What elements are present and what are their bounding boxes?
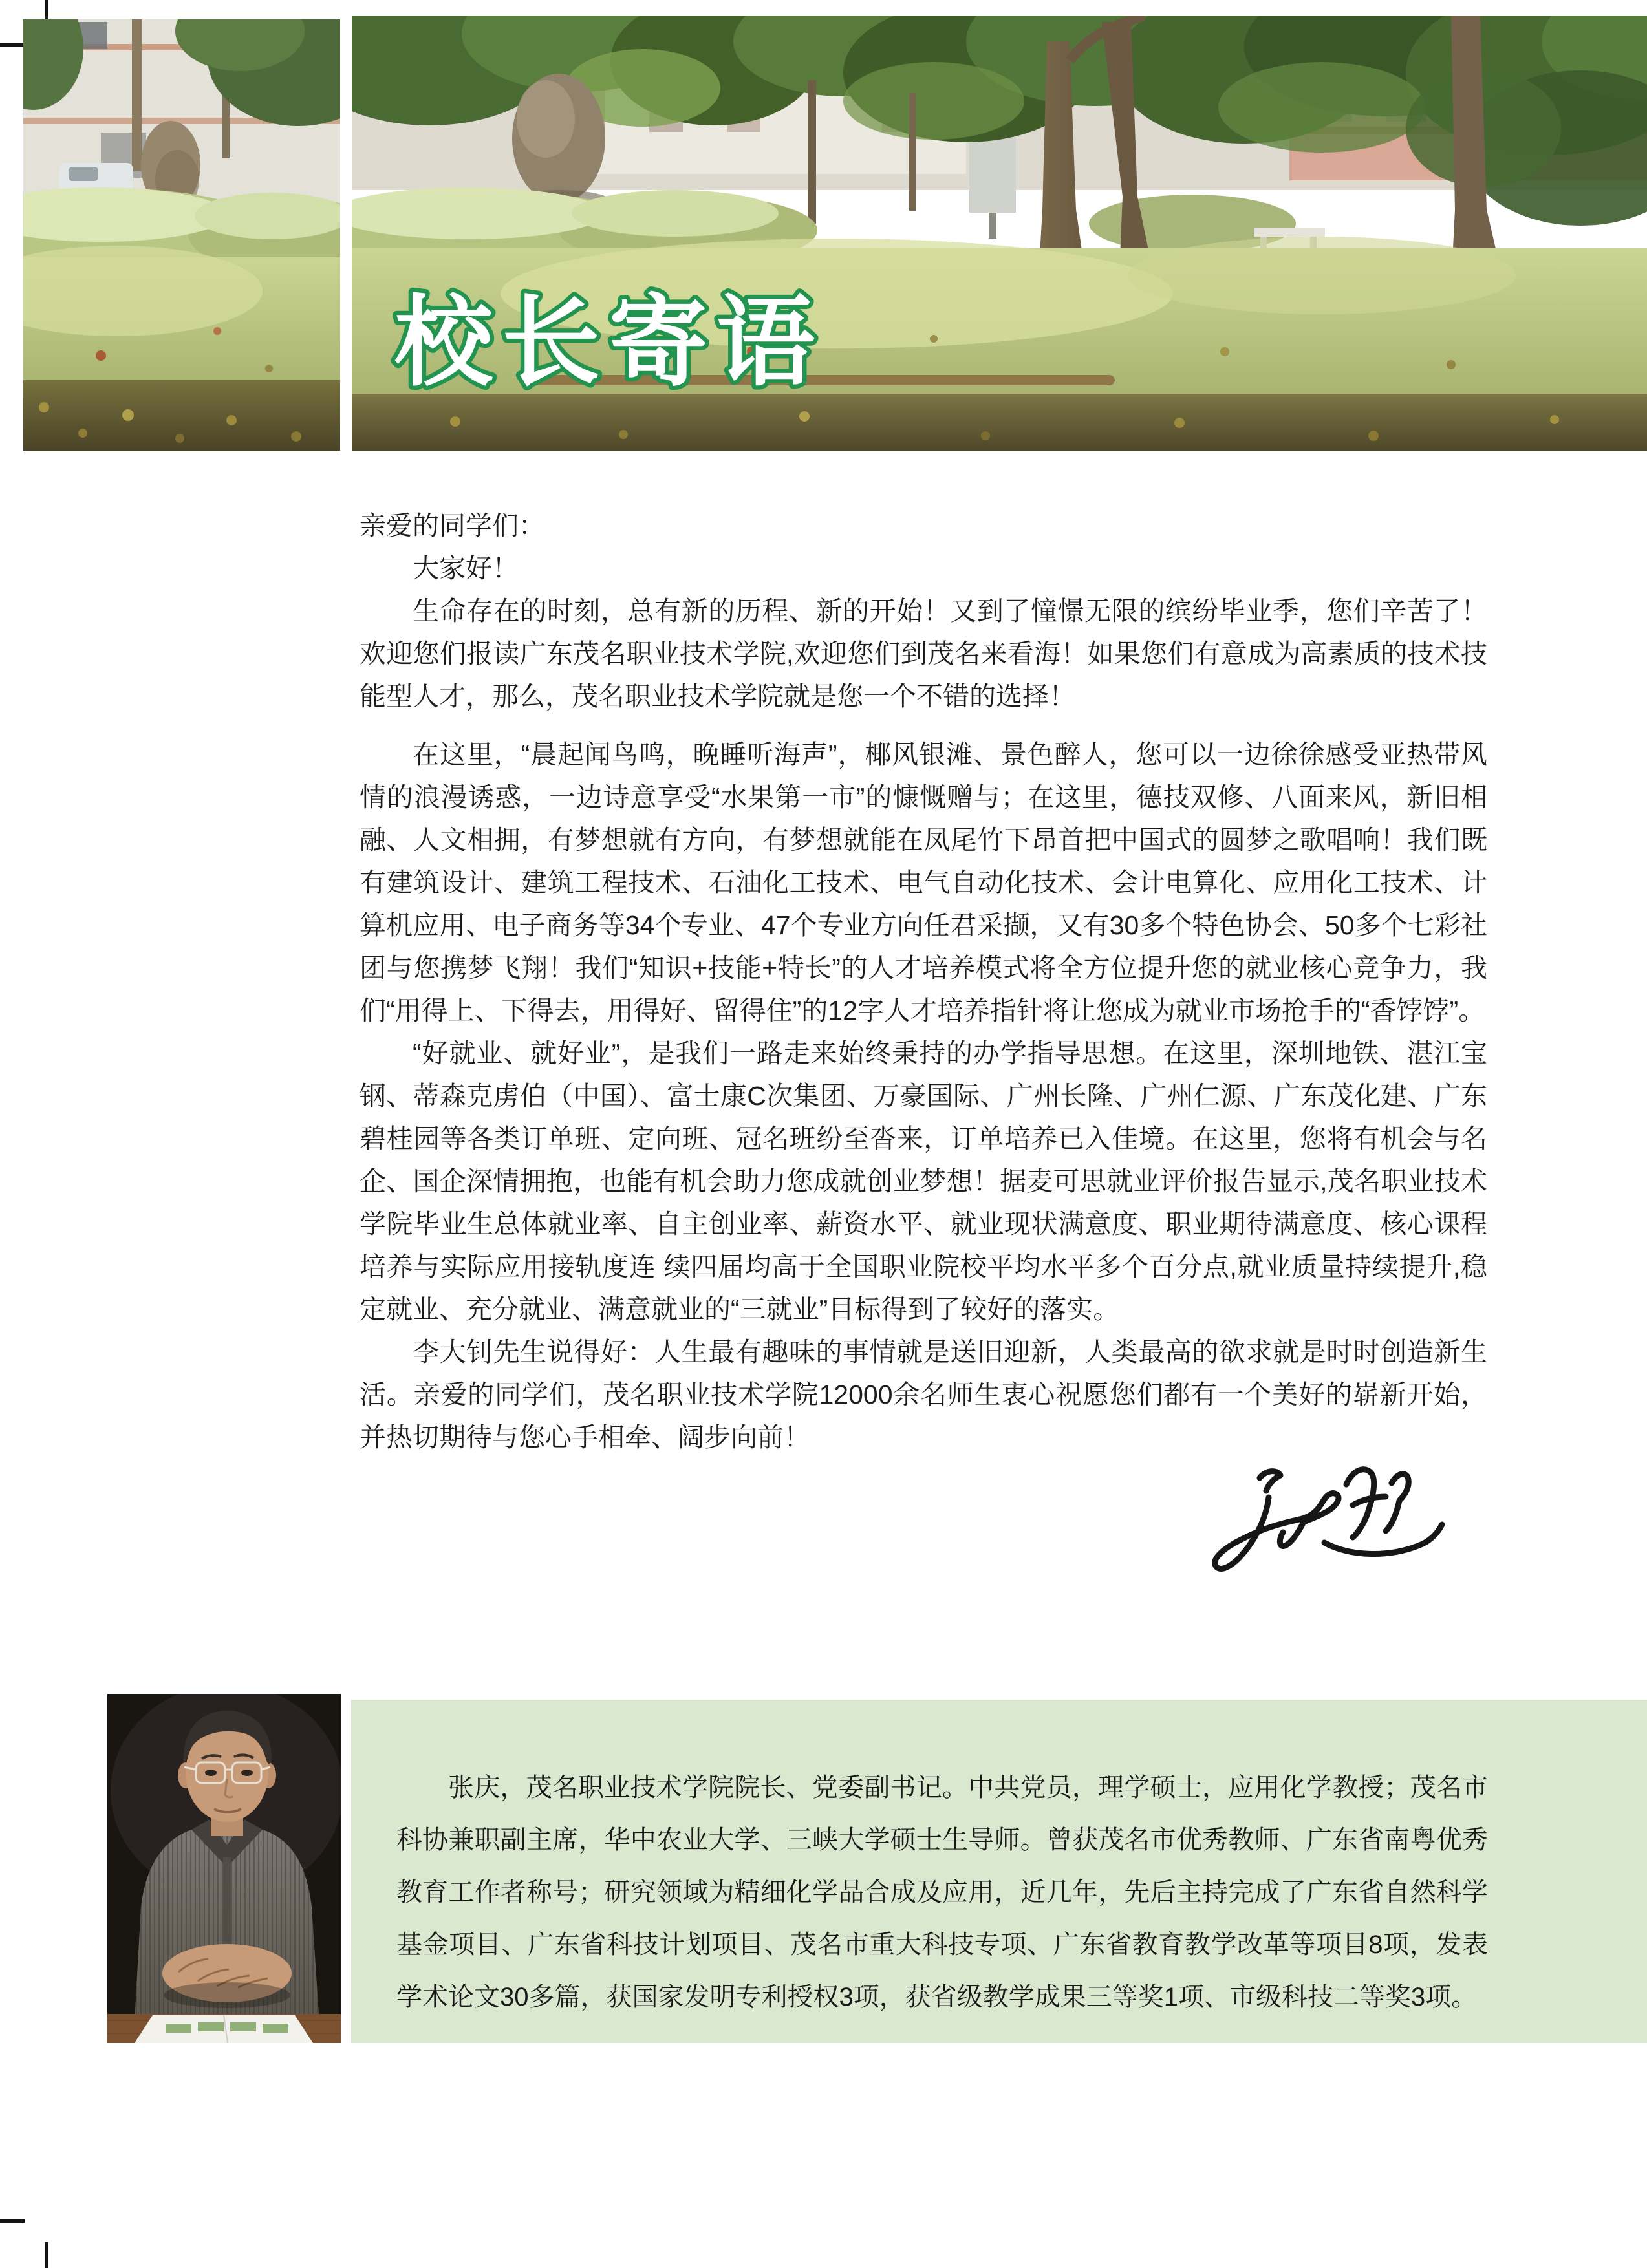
campus-photo-left-art [23, 19, 340, 451]
salutation: 亲爱的同学们： [360, 511, 545, 540]
page-title-text: 校长寄语 [394, 288, 824, 398]
letter-paragraph-2: 在这里，“晨起闻鸟鸣，晚睡听海声”，椰风银滩、景色醉人，您可以一边徐徐感受亚热带风情的浪漫诱惑，一边诗意享受“水果第一市”的慷慨赠与；在这里，德技双修、八面来风，新旧相融、人文相拥，有梦想就有方向，有梦想就能在凤尾竹下昂首把中国式的圆梦之歌唱响！我们既有建筑设计、建筑工程技术、石油化工技术、电气自动化技术、会计电算化、应用化工技术、计算机应用、电子商务等34个专业、47个专业方向任君采撷，又有30多个特色协会、50多个七彩社团与您携梦飞翔！我们“知识+技能+特长”的人才培养模式将全方位提升您的就业核心竞争力，我们“用得上、下得去，用得好、留得住”的12字人才培养指针将让您成为就业市场抢手的“香饽饽”。 [360, 740, 1487, 1025]
letter-paragraph-1: 生命存在的时刻，总有新的历程、新的开始！又到了憧憬无限的缤纷毕业季，您们辛苦了！欢迎您们报读广东茂名职业技术学院,欢迎您们到茂名来看海！如果您们有意成为高素质的技术技能型人才，那么，茂名职业技术学院就是您一个不错的选择！ [360, 596, 1487, 711]
crop-mark-bottom-vertical [45, 2242, 48, 2268]
principal-photo-art [107, 1694, 341, 2043]
page-title [385, 279, 877, 415]
crop-mark-top-horizontal [0, 43, 26, 47]
letter-paragraph-4: 李大钊先生说得好：人生最有趣味的事情就是送旧迎新，人类最高的欲求就是时时创造新生活。亲爱的同学们，茂名职业技术学院12000余名师生衷心祝愿您们都有一个美好的崭新开始，并热切期待与您心手相牵、阔步向前！ [360, 1337, 1487, 1452]
handwritten-signature [1183, 1460, 1455, 1592]
principal-photo [107, 1694, 341, 2043]
greeting: 大家好！ [413, 553, 519, 583]
campus-photo-left [23, 19, 340, 451]
principal-letter [360, 504, 1487, 1459]
letter-paragraph-3: “好就业、就好业”，是我们一路走来始终秉持的办学指导思想。在这里，深圳地铁、湛江宝钢、蒂森克虏伯（中国）、富士康C次集团、万豪国际、广州长隆、广州仁源、广东茂化建、广东碧桂园等各类订单班、定向班、冠名班纷至沓来，订单培养已入佳境。在这里，您将有机会与名企、国企深情拥抱，也能有机会助力您成就创业梦想！据麦可思就业评价报告显示,茂名职业技术学院毕业生总体就业率、自主创业率、薪资水平、就业现状满意度、职业期待满意度、核心课程培养与实际应用接轨度连 续四届均高于全国职业院校平均水平多个百分点,就业质量持续提升,稳定就业、充分就业、满意就业的“三就业”目标得到了较好的落实。 [360, 1038, 1487, 1324]
bio-box [351, 1700, 1647, 2043]
crop-mark-bottom-horizontal [0, 2219, 25, 2223]
bio-text: 张庆，茂名职业技术学院院长、党委副书记。中共党员，理学硕士，应用化学教授；茂名市科协兼职副主席，华中农业大学、三峡大学硕士生导师。曾获茂名市优秀教师、广东省南粤优秀教育工作者称号；研究领域为精细化学品合成及应用，近几年，先后主持完成了广东省自然科学基金项目、广东省科技计划项目、茂名市重大科技专项、广东省教育教学改革等项目8项，发表学术论文30多篇，获国家发明专利授权3项，获省级教学成果三等奖1项、市级科技二等奖3项。 [396, 1773, 1488, 2011]
crop-mark-top-vertical [45, 0, 48, 19]
